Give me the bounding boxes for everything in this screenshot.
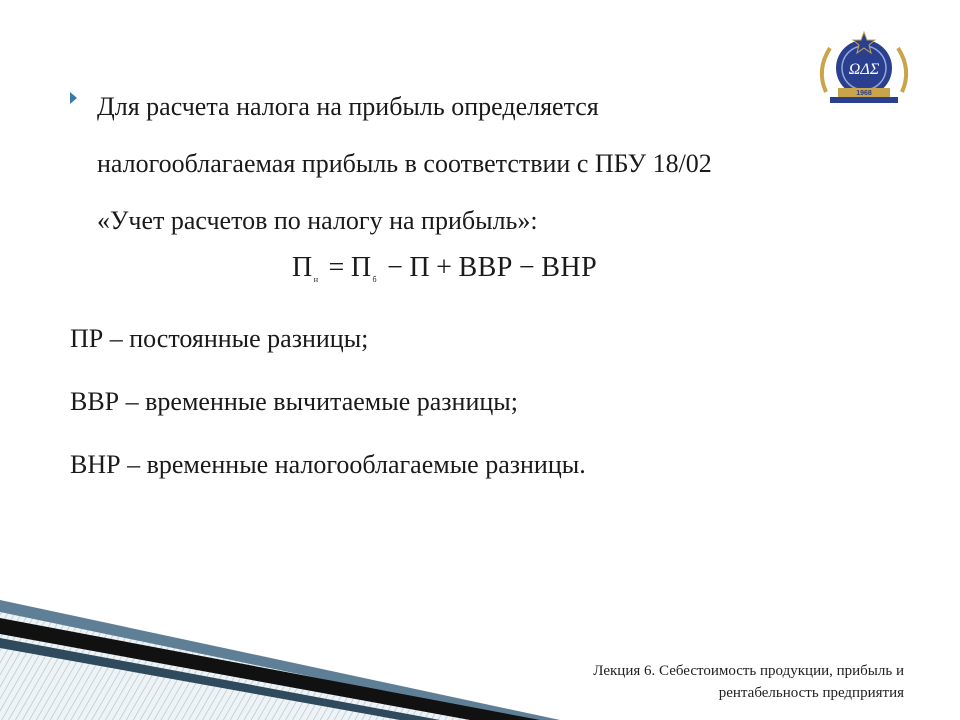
formula-plus: + [436,252,453,283]
bullet-arrow-icon [70,92,77,104]
formula-lhs-subscript: н [313,275,319,284]
footer-lecture-title [593,660,904,704]
formula-minus-1: − [387,252,404,283]
bullet-line-2: налогооблагаемая прибыль в соответствии с ПБУ 18/02 [97,149,712,178]
definition-vnr: ВНР – временные налогооблагаемые разницы. [70,450,586,479]
definition-pr: ПР – постоянные разницы; [70,324,369,353]
formula-term-4: ВНР [541,252,598,283]
formula-equals: = [328,252,345,283]
formula-term-1: П [350,252,372,283]
profit-formula [292,252,597,284]
bullet-paragraph [70,78,830,249]
definition-vvr: ВВР – временные вычитаемые разницы; [70,387,518,416]
bullet-line-1: Для расчета налога на прибыль определяется [97,92,599,121]
formula-minus-2: − [518,252,536,283]
formula-term-3: ВВР [458,252,513,283]
formula-term-2: П [409,252,431,283]
svg-text:ΩΔΣ: ΩΔΣ [848,61,880,78]
bullet-text [97,78,830,249]
formula-lhs: П [292,252,313,283]
footer-line-1: Лекция 6. Себестоимость продукции, прибыль и [593,663,904,679]
formula-term-1-subscript: б [372,275,378,284]
footer-line-2: рентабельность предприятия [718,685,904,701]
svg-text:1968: 1968 [856,90,872,97]
bullet-line-3: «Учет расчетов по налогу на прибыль»: [97,206,538,235]
decorative-stripes [0,590,560,720]
